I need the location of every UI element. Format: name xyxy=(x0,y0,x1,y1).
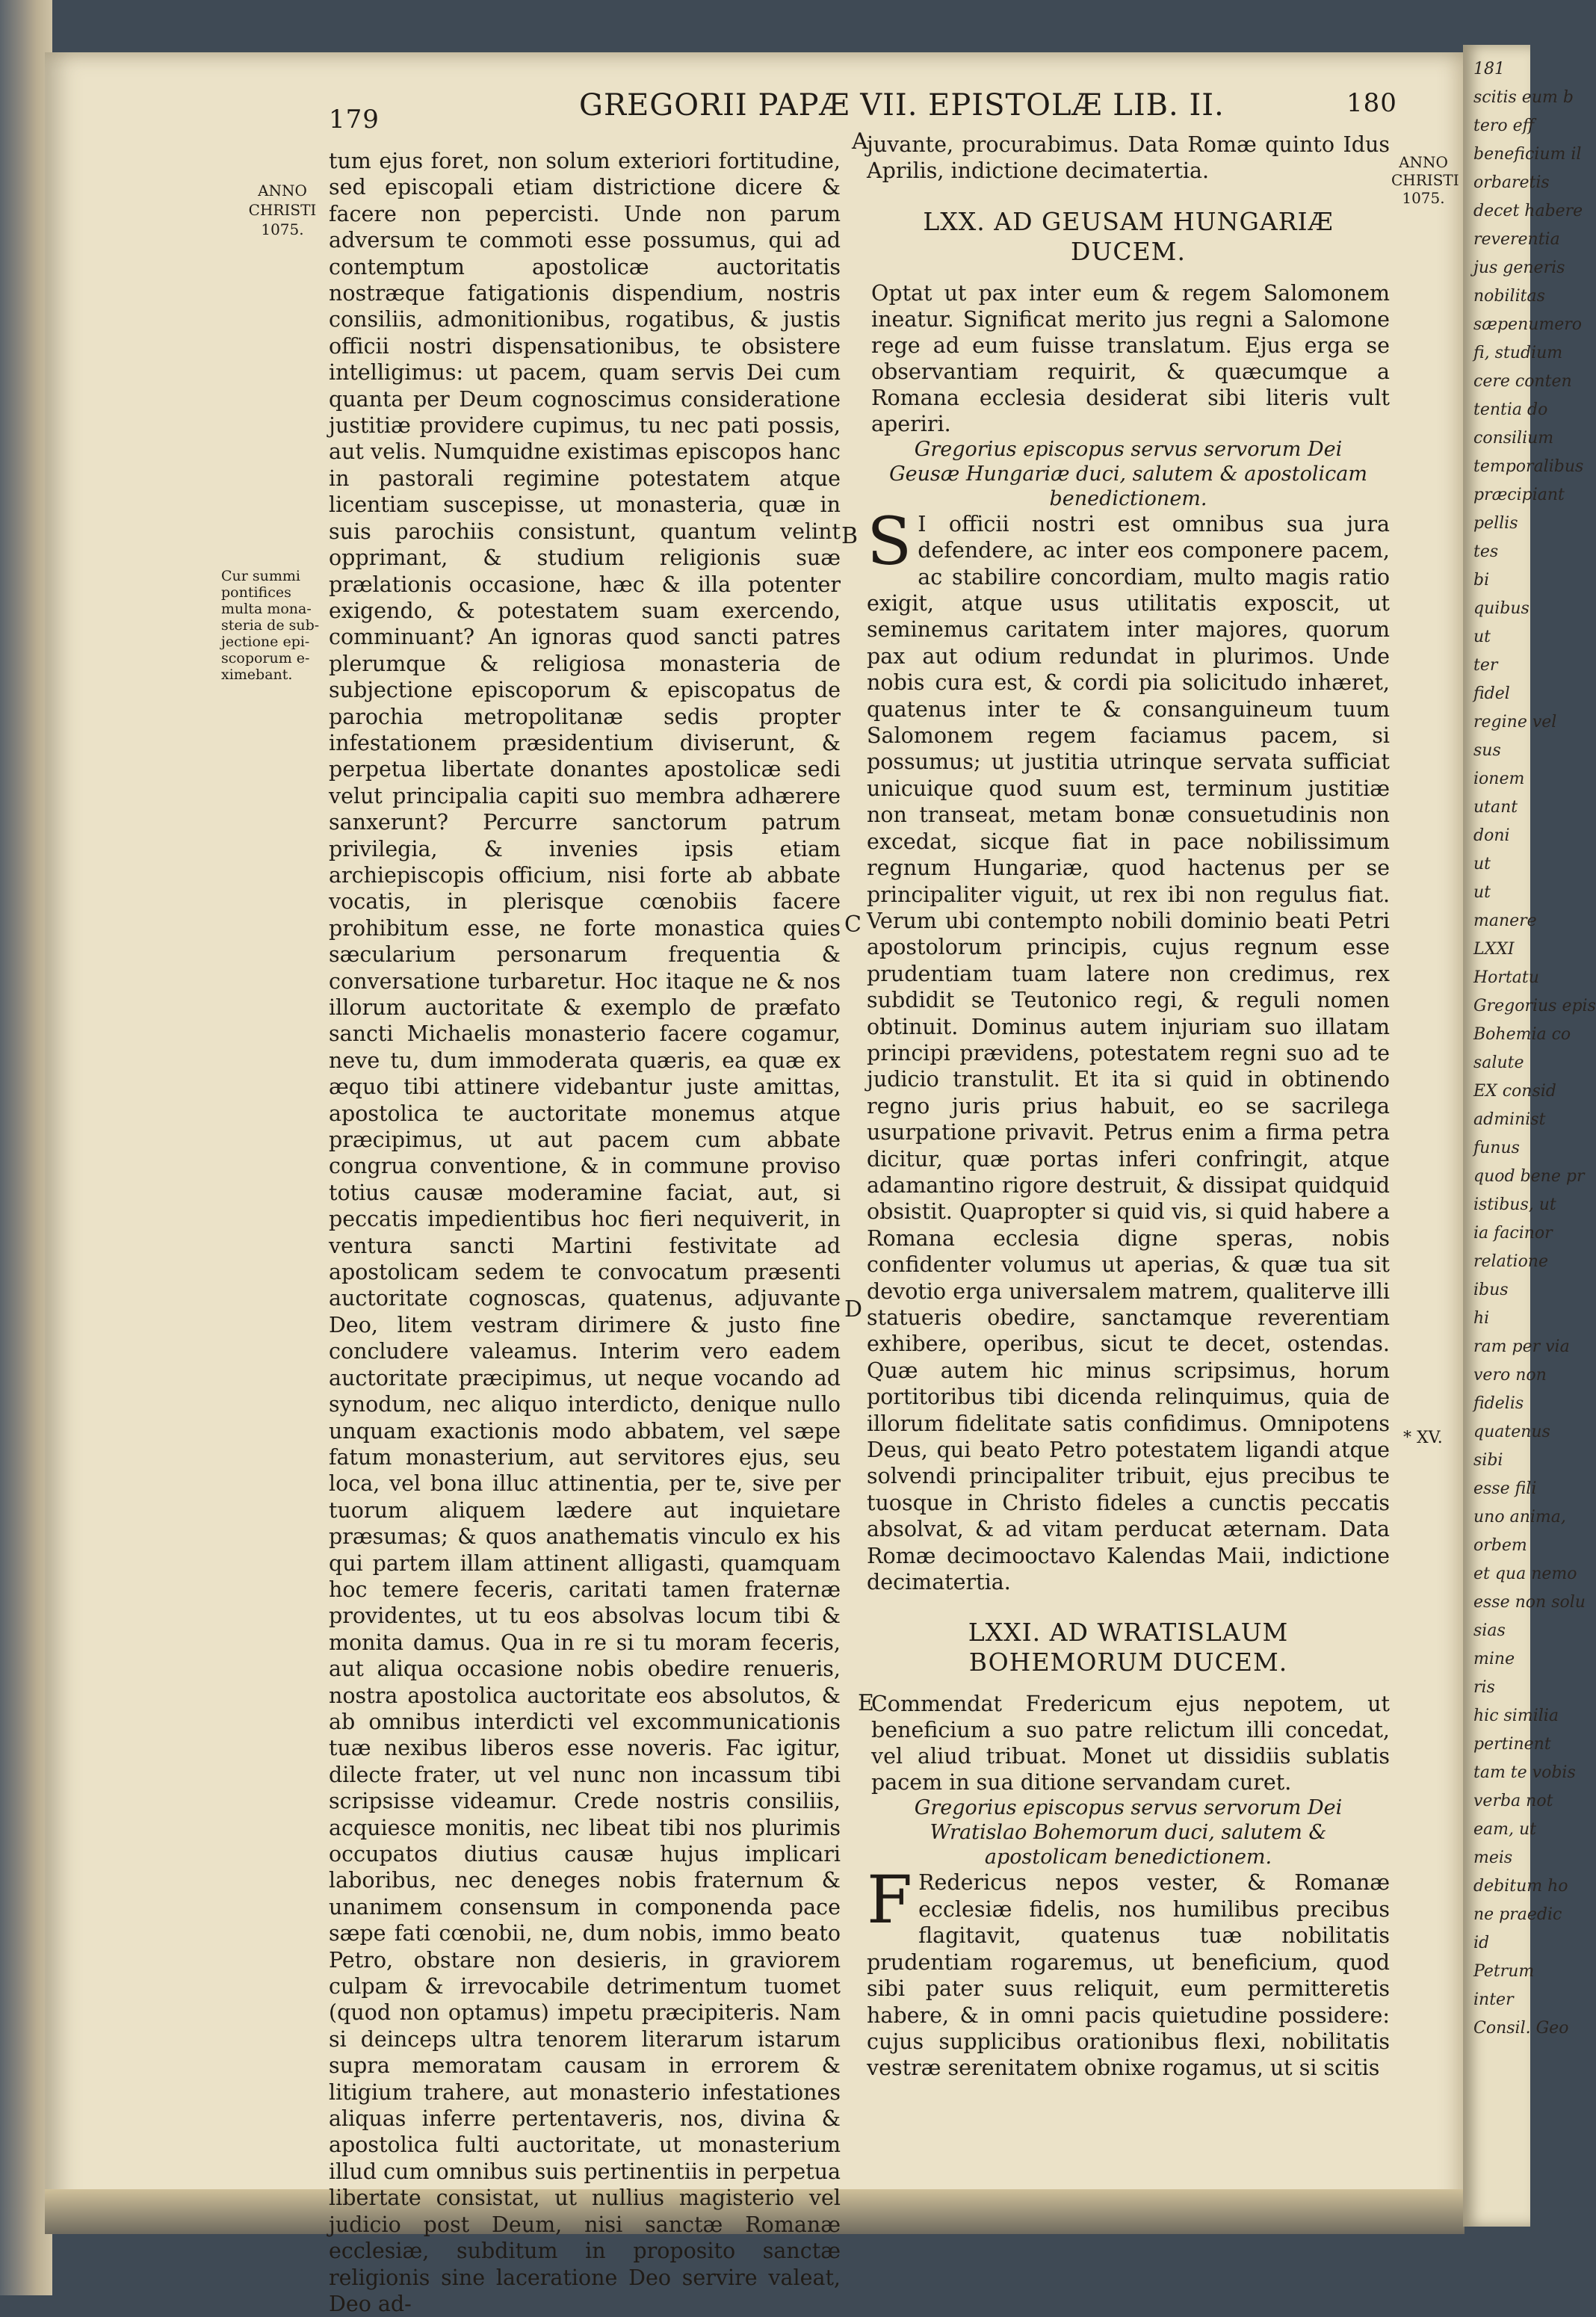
right-margin-anno: ANNO CHRISTI 1075. xyxy=(1391,153,1459,207)
next-page-fragment: jus generis xyxy=(1473,259,1565,277)
next-page-fragment: tentia do xyxy=(1473,400,1548,419)
next-page-fragment: beneficium il xyxy=(1473,145,1582,164)
next-page-fragment: ter xyxy=(1473,656,1498,675)
next-page-fragment: hi xyxy=(1473,1309,1490,1328)
next-page-fragment: eam, ut xyxy=(1473,1820,1536,1839)
next-page-fragment: nobilitas xyxy=(1473,287,1545,306)
next-page-fragment: sæpenumero xyxy=(1473,315,1583,334)
letter-70-salutation: Gregorius episcopus servus servorum Dei Geusæ Hungariæ duci, salutem & apostolicam benedictionem. xyxy=(889,437,1367,510)
next-page-fragment: orbaretis xyxy=(1473,173,1550,192)
next-page-fragment: decet habere xyxy=(1473,202,1583,220)
next-page-fragment: quatenus xyxy=(1473,1423,1550,1441)
next-page-fragment: et qua nemo xyxy=(1473,1565,1577,1583)
next-page-fragment: cere conten xyxy=(1473,372,1572,391)
next-page-fragment: tero eff xyxy=(1473,117,1535,135)
margin-letter-b: B xyxy=(841,523,859,549)
next-page-fragment: fidelis xyxy=(1473,1394,1524,1413)
next-page-fragment: salute xyxy=(1473,1054,1524,1072)
letter-71-summary: Commendat Fredericum ejus nepotem, ut beneficium a suo patre relictum illi concedat, vel aliud tribuat. Monet ut dissidiis sublatis pacem in sua ditione servandam curet. xyxy=(871,1692,1390,1795)
margin-letter-c: C xyxy=(844,912,862,938)
left-text-column xyxy=(329,148,841,2317)
next-page-fragment: ris xyxy=(1473,1678,1495,1697)
letter-71-body xyxy=(867,1861,1390,2081)
next-page-fragment: istibus, ut xyxy=(1473,1195,1556,1214)
letter-70-title: LXX. AD GEUSAM HUNGARIÆ DUCEM. xyxy=(923,206,1334,266)
next-page-fragment: verba not xyxy=(1473,1792,1553,1810)
letter-69-closing: juvante, procurabimus. Data Romæ quinto Idus Aprilis, indictione decimatertia. xyxy=(867,132,1390,184)
next-page-fragment: pellis xyxy=(1473,514,1518,533)
left-page-number: 179 xyxy=(329,105,380,134)
letter-71-salutation: Gregorius episcopus servus servorum Dei Wratislao Bohemorum duci, salutem & apostolicam benedictionem. xyxy=(914,1796,1343,1869)
next-page-fragment: sus xyxy=(1473,741,1501,760)
right-text-column xyxy=(867,132,1390,2082)
next-page-fragment: ut xyxy=(1473,855,1491,873)
next-page-fragment: pertinent xyxy=(1473,1735,1551,1754)
next-page-fragment: fidel xyxy=(1473,684,1510,703)
next-page-fragment: ibus xyxy=(1473,1281,1509,1299)
next-page-fragment: manere xyxy=(1473,912,1537,930)
left-column-text: tum ejus foret, non solum exteriori fortitudine, sed episcopali etiam districtione dicere & facere non pepercisti. Unde non parum adversum te commoti esse possumus, qui ad contemptum apostolicæ auctoritatis nostræque fatigationis dispendium, nostris consiliis, admonitionibus, rogatibus, & justis officii nostri dispensationibus, te obsistere intelligimus: ut pacem, quam servis Dei cum quanta per Deum cognoscimus consideratione justitiæ providere cupimus, tu nec pati possis, aut velis. Numquidne existimas episcopos hanc in pastorali regimine potestatem atque licentiam suscepisse, ut monasteria, quæ in suis parochiis consistunt, quantum velint opprimant, & studium religionis suæ prælationis occasione, hæc & illa potenter exigendo, & potestatem suam exercendo, comminuant? An ignoras quod sancti patres plerumque & religiosa monasteria de subjectione episcoporum & episcopatus de parochia metropolitanæ sedis propter infestationem præsidentium diviserunt, & perpetua libertate donantes apostolicæ sedi velut principalia capiti suo membra adhærere sanxerunt? Percurre sanctorum patrum privilegia, & invenies ipsis etiam archiepiscopis officium, nisi forte ab abbate vocatis, in plerisque cœnobiis facere prohibitum esse, ne forte monastica quies sæcularium personarum frequentia & conversatione turbaretur. Hoc itaque ne & nos illorum auctoritate & exemplo de præfato sancti Michaelis monasterio facere cogamur, neve tu, dum immoderata quæris, ea quæ ex æquo tibi attinere videbantur juste amittas, apostolica te auctoritate monemus atque præcipimus, ut aut pacem cum abbate congrua conventione, & in commune proviso totius causæ moderamine faciat, aut, si peccatis impedientibus hoc fieri nequiverit, in ventura sancti Martini festivitate ad apostolicam sedem te convocatum præsenti auctoritate cognoscas, quatenus, adjuvante Deo, litem vestram dirimere & justo fine concludere valeamus. Interim vero eadem auctoritate præcipimus, ut neque vocando ad synodum, nec aliquo interdicto, denique nullo unquam exactionis modo abbatem, vel sæpe fatum monasterium, aut servitores ejus, seu loca, vel bona illuc attinentia, per te, sive per tuorum aliquem lædere aut inquietare præsumas; & quos anathematis vinculo ex his qui partem illam attinent alligasti, quamquam hoc temere feceris, caritati tamen fraternæ providentes, ut tu eos absolvas locum tibi & monita damus. Qua in re si tu moram feceris, aut aliqua occasione nobis obedire renueris, nostra apostolica auctoritate eos absolutos, & ab omnibus interdicti vel excommunicationis tuæ nexibus liberos esse noveris. Fac igitur, dilecte frater, ut vel nunc non incassum tibi scripsisse videamur. Crede nostris consiliis, acquiesce monitis, nec libeat tibi nos plurimis occupatos diutius causæ hujus implicari laboribus, nec deneges nobis fraternum & unanimem consensum in componenda pace sæpe fati cœnobii, ne, dum nobis, immo beato Petro, obstare non desieris, in graviorem culpam & irrevocabile detrimentum tuomet (quod non optamus) impetu præcipiteris. Nam si deinceps ultra tenorem literarum istarum supra memoratam causam in errorem & litigium trahere, aut monasterio infestationes aliquas inferre pertentaveris, nos, divina & apostolica fulti auctoritate, ut monasterium illud cum omnibus suis pertinentiis in perpetua libertate consistat, ut nullius magisterio vel judicio post Deum, nisi sanctæ Romanæ ecclesiæ, subditum in proposito sanctæ religionis sine laceratione Deo servire valeat, Deo ad- xyxy=(329,149,841,2316)
next-page-fragment: ia facinor xyxy=(1473,1224,1553,1243)
next-page-fragment: Petrum xyxy=(1473,1962,1535,1981)
next-page-edge xyxy=(1463,45,1596,2227)
running-title: GREGORII PAPÆ VII. EPISTOLÆ LIB. II. xyxy=(579,88,1225,123)
letter-70-dropcap: S xyxy=(867,502,912,580)
next-page-fragment: LXXI xyxy=(1473,940,1515,959)
letter-71-body-text: Redericus nepos vester, & Romanæ ecclesiæ fidelis, nos humilibus precibus flagitavit, quatenus tuæ nobilitatis prudentiam rogaremus, ut beneficium, quod sibi pater suus reliquit, eum permitteretis habere, & in omni pacis quietudine possidere: cujus supplicibus orationibus flexi, nobilitatis vestræ serenitatem obnixe rogamus, ut si scitis xyxy=(867,1870,1390,2081)
next-page-fragment: esse fili xyxy=(1473,1479,1537,1498)
letter-71-title: LXXI. AD WRATISLAUM BOHEMORUM DUCEM. xyxy=(968,1618,1289,1677)
next-page-fragment: esse non solu xyxy=(1473,1593,1586,1612)
next-page-fragment: utant xyxy=(1473,798,1518,817)
next-page-fragment: vero non xyxy=(1473,1366,1547,1385)
next-page-fragment: Consil. Geo xyxy=(1473,2019,1569,2038)
next-page-fragment: ram per via xyxy=(1473,1337,1570,1356)
next-page-fragment: temporalibus xyxy=(1473,457,1584,476)
next-page-fragment: tam te vobis xyxy=(1473,1763,1576,1782)
next-page-fragment: ut xyxy=(1473,883,1491,902)
next-page-fragment: ut xyxy=(1473,628,1491,646)
next-page-fragment: præcipiant xyxy=(1473,486,1565,504)
right-page-number: 180 xyxy=(1346,88,1397,118)
next-page-fragment: ne praedic xyxy=(1473,1905,1562,1924)
next-page-fragment: relatione xyxy=(1473,1252,1548,1271)
next-page-fragment: 181 xyxy=(1473,60,1505,78)
margin-letter-a: A xyxy=(852,129,868,155)
left-margin-note: Cur summi pontifices multa mona- steria de sub- jectione epi- scoporum e- ximebant. xyxy=(221,568,320,683)
letter-71-dropcap: F xyxy=(867,1861,913,1939)
next-page-fragment: reverentia xyxy=(1473,230,1560,249)
next-page-fragment: Bohemia co xyxy=(1473,1025,1571,1044)
next-page-fragment: scitis eum b xyxy=(1473,88,1574,107)
next-page-fragment: EX consid xyxy=(1473,1082,1556,1101)
margin-star-note: * XV. xyxy=(1403,1429,1443,1447)
next-page-fragment: debitum ho xyxy=(1473,1877,1568,1896)
next-page-fragment: regine vel xyxy=(1473,713,1557,731)
next-page-fragment: quibus xyxy=(1473,599,1530,618)
next-page-fragment: sias xyxy=(1473,1621,1506,1640)
next-page-fragment: meis xyxy=(1473,1849,1513,1867)
next-page-fragment: hic similia xyxy=(1473,1707,1559,1725)
next-page-fragment: fi, studium xyxy=(1473,344,1563,362)
margin-letter-d: D xyxy=(844,1296,863,1323)
next-page-fragment: inter xyxy=(1473,1990,1514,2009)
next-page-fragment: uno anima, xyxy=(1473,1508,1566,1526)
letter-70-body xyxy=(867,502,1390,1596)
next-page-fragment: Hortatu xyxy=(1473,968,1539,987)
next-page-fragment: consilium xyxy=(1473,429,1554,448)
next-page-fragment: ionem xyxy=(1473,770,1525,788)
next-page-fragment: tes xyxy=(1473,542,1499,561)
next-page-fragment: Gregorius epis xyxy=(1473,997,1596,1015)
margin-letter-e: E xyxy=(858,1690,874,1716)
letter-70-body-text: I officii nostri est omnibus sua jura defendere, ac inter eos componere pacem, ac stabilire concordiam, multo magis ratio exigit, atque usus utilitatis exposcit, ut seminemus caritatem inter majores, quorum pax aut odium redundat in plurimos. Unde nobis cura est, & cordi pia solicitudo inhæret, quatenus inter te & consanguineum tuum Salomonem regem faciamus pacem, si possumus; ut justitia utrinque servata sufficiat unicuique quod suum est, terminum justitiæ non transeat, metam bonæ consuetudinis non excedat, sicque fiat in pace nobilissimum regnum Hungariæ, quod hactenus per se principaliter viguit, ut rex ibi non regulus fiat. Verum ubi contempto nobili dominio beati Petri apostolorum principis, cujus regnum esse prudentiam tuam latere non credimus, rex subdidit se Teutonico regi, & reguli nomen obtinuit. Dominus autem injuriam suo illatam principi prævidens, potestatem regni suo ad te judicio transtulit. Et ita si quid in obtinendo regno juris prius habuit, eo se sacrilega usurpatione privavit. Petrus enim a firma petra dicitur, quæ portas inferi confringit, atque adamantino rigore destruit, & dissipat quidquid obsistit. Quapropter si quid vis, si quid habere a Romana ecclesia digne speras, nobis confidenter volumus ut aperias, & quæ tua sit devotio erga universalem matrem, qualiterve illi statueris obedire, sanctamque reverentiam exhibere, operibus, sicut te decet, ostendas. Quæ autem hic minus scripsimus, horum portitoribus tibi dicenda relinquimus, quia de illorum fidelitate satis confidimus. Omnipotens Deus, qui beato Petro potestatem ligandi atque solvendi principaliter tribuit, ejus precibus te tuosque in Christo fideles a cunctis peccatis absolvat, & ad vitam perducat æternam. Data Romæ decimooctavo Kalendas Maii, indictione decimatertia. xyxy=(867,511,1390,1595)
next-page-fragment: quod bene pr xyxy=(1473,1167,1585,1186)
next-page-fragment: bi xyxy=(1473,571,1490,590)
next-page-fragment: id xyxy=(1473,1934,1490,1952)
next-page-fragment: doni xyxy=(1473,826,1510,845)
next-page-fragment: sibi xyxy=(1473,1451,1503,1470)
letter-70-summary: Optat ut pax inter eum & regem Salomonem ineatur. Significat merito jus regni a Salomone rege ad eum fuisse translatum. Ejus erga se observantiam requirit, & quæcumque a Romana ecclesia desiderat sibi literis vult aperiri. xyxy=(871,280,1390,436)
next-page-fragment: mine xyxy=(1473,1650,1515,1668)
next-page-fragment: administ xyxy=(1473,1110,1546,1129)
next-page-fragment: funus xyxy=(1473,1139,1520,1157)
left-margin-anno: ANNO CHRISTI 1075. xyxy=(248,182,317,238)
next-page-fragment: orbem xyxy=(1473,1536,1527,1555)
